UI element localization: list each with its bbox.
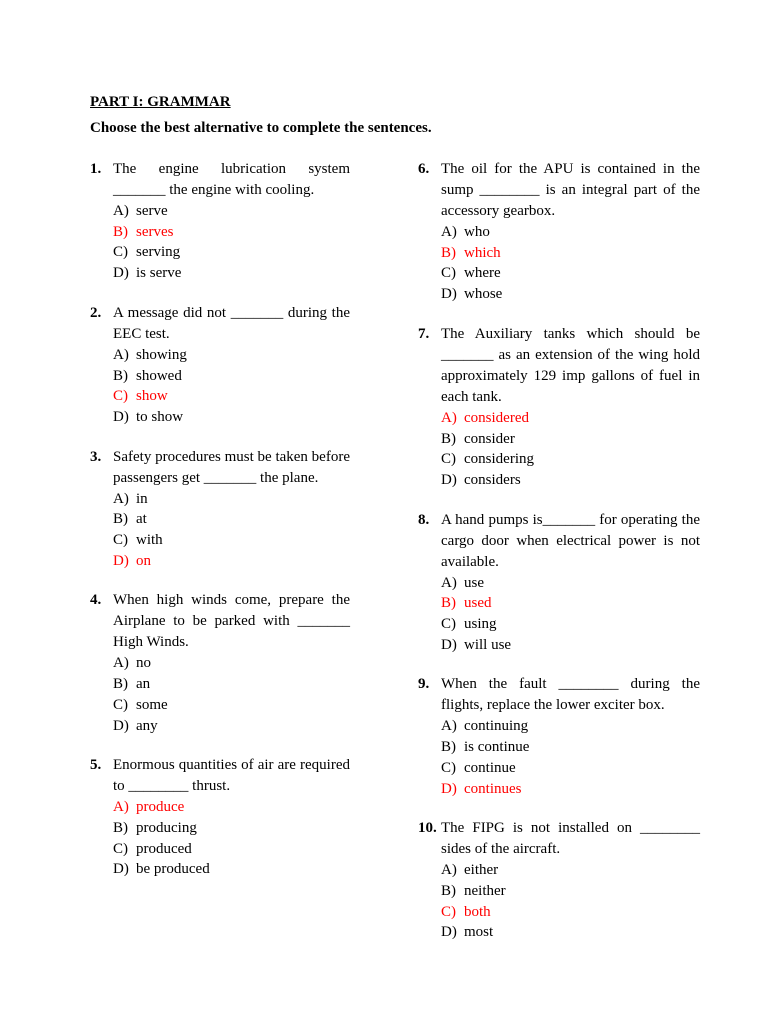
instruction-text: Choose the best alternative to complete the sentences. [90,120,432,136]
question-text: A hand pumps is_______ for operating the cargo door when electrical power is not available. [441,511,700,570]
option-text: on [136,552,151,569]
answer-option [113,859,350,880]
option-text: serves [136,223,174,240]
question-stem [90,755,350,797]
answer-option [441,222,700,243]
option-letter: B) [113,511,128,528]
option-text: whose [464,286,503,303]
answer-option [441,881,700,902]
question-number: 4. [90,592,102,609]
answer-options [90,653,350,736]
answer-option [113,489,350,510]
question-item [90,159,350,284]
option-text: is continue [464,739,530,756]
answer-option [113,530,350,551]
option-letter: B) [113,367,128,384]
option-letter: D) [113,408,129,425]
answer-option [441,758,700,779]
question-number: 8. [418,511,430,528]
answer-option [113,674,350,695]
answer-option-correct [113,222,350,243]
question-stem [90,303,350,345]
question-number: 10. [418,820,437,837]
option-letter: D) [441,636,457,653]
option-letter: B) [441,882,456,899]
question-number: 7. [418,325,430,342]
answer-option-correct [441,779,700,800]
option-text: an [136,676,151,693]
question-stem [90,159,350,201]
option-text: some [136,696,168,713]
answer-options [418,573,700,656]
question-stem [90,590,350,653]
option-text: any [136,717,158,734]
answer-options [90,201,350,284]
option-text: considered [464,409,529,426]
option-text: no [136,655,151,672]
answer-option [113,345,350,366]
option-text: at [136,511,147,528]
answer-option [113,366,350,387]
answer-option-correct [441,408,700,429]
answer-option [113,716,350,737]
question-stem [418,159,700,222]
option-text: most [464,924,494,941]
question-text: Safety procedures must be taken before passengers get _______ the plane. [113,448,350,486]
option-letter: B) [113,819,128,836]
option-letter: A) [113,346,129,363]
question-text: A message did not _______ during the EEC test. [113,304,350,342]
question-item [418,674,700,799]
question-stem [90,447,350,489]
option-letter: C) [441,616,456,633]
question-stem [418,324,700,408]
right-question-column [418,159,700,962]
left-question-column [90,159,350,899]
option-text: showed [136,367,182,384]
question-number: 1. [90,161,102,177]
question-text: When the fault ________ during the flights, replace the lower exciter box. [441,676,700,714]
answer-option-correct [113,797,350,818]
option-text: is serve [136,265,182,282]
option-letter: C) [441,903,456,920]
option-letter: D) [441,780,457,797]
question-text: The Auxiliary tanks which should be _______ as an extension of the wing hold approximately 129 imp gallons of fuel in each tank. [441,325,700,405]
question-text: The engine lubrication system _______ the engine with cooling. [113,161,350,198]
answer-option [113,839,350,860]
option-text: both [464,903,491,920]
question-item [90,590,350,736]
option-letter: D) [441,924,457,941]
answer-options [418,716,700,799]
answer-option [113,407,350,428]
option-text: either [464,862,499,879]
answer-option [441,737,700,758]
answer-option-correct [113,551,350,572]
option-letter: B) [113,676,128,693]
option-text: continues [464,780,522,797]
option-text: to show [136,408,184,425]
option-letter: A) [113,799,129,816]
option-letter: B) [441,595,456,612]
option-letter: A) [441,574,457,591]
question-item [418,510,700,656]
option-letter: A) [441,409,457,426]
question-number: 5. [90,757,102,774]
option-text: used [464,595,492,612]
option-text: which [464,244,501,261]
question-item [90,447,350,572]
question-item [90,303,350,428]
answer-option [113,509,350,530]
answer-options [418,408,700,491]
question-number: 3. [90,448,102,465]
answer-option [441,263,700,284]
answer-option [441,860,700,881]
option-letter: C) [113,840,128,857]
answer-options [90,797,350,880]
answer-options [418,860,700,943]
question-item [418,324,700,491]
option-letter: C) [441,265,456,282]
option-letter: C) [441,759,456,776]
question-text: Enormous quantities of air are required to ________ thrust. [113,757,350,795]
answer-options [418,222,700,305]
option-letter: C) [113,244,128,261]
option-letter: A) [113,490,129,507]
option-letter: A) [113,203,129,219]
answer-option [441,284,700,305]
option-text: be produced [136,861,210,878]
option-text: where [464,265,501,282]
option-letter: C) [113,696,128,713]
option-text: with [136,532,163,549]
option-letter: A) [113,655,129,672]
question-item [418,818,700,943]
option-text: considers [464,471,521,488]
part-title: PART I: GRAMMAR [90,94,231,110]
answer-option [441,429,700,450]
answer-options [90,489,350,572]
answer-option [441,573,700,594]
question-stem [418,674,700,716]
option-text: who [464,224,490,240]
question-item [418,159,700,305]
answer-option [441,716,700,737]
option-letter: D) [113,265,129,282]
answer-option [113,242,350,263]
option-text: considering [464,451,534,468]
option-letter: D) [113,861,129,878]
answer-option [441,449,700,470]
option-letter: B) [441,244,456,261]
option-text: continuing [464,718,529,735]
option-text: show [136,388,168,405]
option-text: in [136,490,148,507]
answer-options [90,345,350,428]
option-letter: B) [441,430,456,447]
answer-option [113,263,350,284]
option-text: produced [136,840,192,857]
option-letter: A) [441,224,457,240]
option-letter: C) [113,532,128,549]
option-text: serve [136,203,168,219]
answer-option [113,818,350,839]
question-number: 9. [418,676,430,693]
option-letter: C) [441,451,456,468]
option-text: using [464,616,497,633]
question-item [90,755,350,880]
option-letter: A) [441,862,457,879]
option-letter: C) [113,388,128,405]
option-letter: D) [113,552,129,569]
answer-option-correct [113,386,350,407]
option-text: continue [464,759,516,776]
question-stem [418,818,700,860]
option-text: serving [136,244,181,261]
answer-option [113,201,350,222]
option-letter: B) [113,223,128,240]
answer-option-correct [441,243,700,264]
option-text: neither [464,882,506,899]
question-text: The oil for the APU is contained in the sump ________ is an integral part of the accessory gearbox. [441,161,700,219]
option-letter: D) [441,286,457,303]
answer-option-correct [441,902,700,923]
answer-option [113,695,350,716]
option-text: will use [464,636,512,653]
option-text: use [464,574,484,591]
answer-option [441,922,700,943]
question-text: The FIPG is not installed on ________ sides of the aircraft. [441,820,700,858]
option-letter: B) [441,739,456,756]
answer-option-correct [441,593,700,614]
question-number: 6. [418,161,430,177]
option-letter: A) [441,718,457,735]
option-text: consider [464,430,515,447]
question-stem [418,510,700,573]
question-text: When high winds come, prepare the Airplane to be parked with _______ High Winds. [113,592,350,651]
question-number: 2. [90,304,102,321]
answer-option [113,653,350,674]
option-text: showing [136,346,187,363]
option-text: produce [136,799,185,816]
option-letter: D) [113,717,129,734]
answer-option [441,635,700,656]
option-text: producing [136,819,197,836]
answer-option [441,470,700,491]
answer-option [441,614,700,635]
option-letter: D) [441,471,457,488]
